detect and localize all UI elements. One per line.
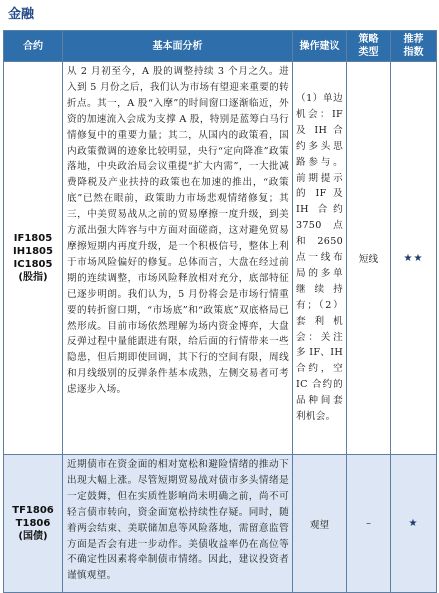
header-rating: [391, 31, 437, 62]
futures-table: [3, 30, 437, 593]
analysis-cell: [63, 455, 293, 593]
advice-cell: [293, 62, 347, 455]
section-title: 金融: [8, 7, 35, 22]
advice-text: （1）单边机会：IF 及 IH 合约多头思路参与。前期提示的 IF 及 IH 合约 3750 点和 2650 点一线布局的多单继续持有；（2）套利机会：关注多 IF、IH 合约，空 IC 合约的品种间套利机会。: [296, 92, 343, 423]
header-contract: 合约: [4, 31, 63, 62]
header-strategy-type: [347, 31, 391, 62]
contract-code: IH1805: [13, 246, 53, 257]
header-analysis: 基本面分析: [63, 31, 293, 62]
strategy-cell: –: [347, 455, 391, 593]
contract-category: (股指): [18, 272, 48, 283]
table-row: [4, 62, 437, 455]
contract-code: T1806: [15, 518, 51, 529]
analysis-cell: [63, 62, 293, 455]
contract-category: (国债): [18, 531, 48, 542]
table-header-row: [4, 31, 437, 62]
header-rating-line2: 指数: [403, 47, 424, 58]
table-row: [4, 455, 437, 593]
contract-code: TF1806: [12, 505, 54, 516]
contract-code: IF1805: [13, 233, 53, 244]
header-rating-line1: 推荐: [403, 34, 424, 45]
header-advice: 操作建议: [293, 31, 347, 62]
header-strategy-type-line1: 策略: [358, 34, 379, 45]
analysis-text: 近期债市在资金面的相对宽松和避险情绪的推动下出现大幅上涨。尽管短期贸易战对债市多头情绪是一定鼓舞，但在实质性影响尚未明确之前，尚不可轻言债市转向，资金面宽松持续性存疑。同时，随着两会结束、美联储加息等风险落地，需留意监管方面是否会有进一步动作。美债收益率仍在高位等不确定性因素将牵制债市情绪。因此，建议投资者谨慎观望。: [67, 459, 289, 582]
rating-stars: ★: [391, 455, 437, 593]
contract-cell: [4, 62, 63, 455]
contract-code: IC1805: [13, 259, 53, 270]
header-strategy-type-line2: 类型: [358, 47, 379, 58]
analysis-text: 从 2 月初至今，A 股的调整持续 3 个月之久。进入到 5 月份之后，我们认为市场有望迎来重要的转折点。其一，A 股“入摩”的时间窗口逐渐临近，外资的加速流入会成为支撑 A 股，特别是蓝筹白马行情修复中的重要力量；其二，从国内的政策看，国内政策微调的迹象比较明显，央行“定向降准”政策落地，中央政治局会议重提“扩大内需”，一大批减费降税及产业扶持的政策也在加速的推出，“政策底”已然在眼前，政策助力市场悲观情绪修复；其三，中美贸易战从之前的贸易摩擦一度升级，到美方派出强大阵容与中方面对面磋商，这对避免贸易摩擦短期内再度升级，是一个积极信号，整体上利于市场风险偏好的修复。总体而言，大盘在经过前期的连续调整，市场风险释放相对充分，底部特征已逐步明朗。我们认为，5 月份将会是市场行情重要的转折窗口期，“市场底”和“政策底”双底格局已然形成。目前市场依然理解为场内资金博弈，大盘反弹过程中量能跟进有限，给后面的行情带来一些隐患，但后期即使回调，其下行的空间有限，周线和月线级别的反弹条件基本成熟，左侧交易者可考虑逐步入场。: [67, 66, 289, 396]
rating-stars: ★★: [391, 62, 437, 455]
contract-cell: [4, 455, 63, 593]
strategy-cell: 短线: [347, 62, 391, 455]
advice-cell: 观望: [293, 455, 347, 593]
